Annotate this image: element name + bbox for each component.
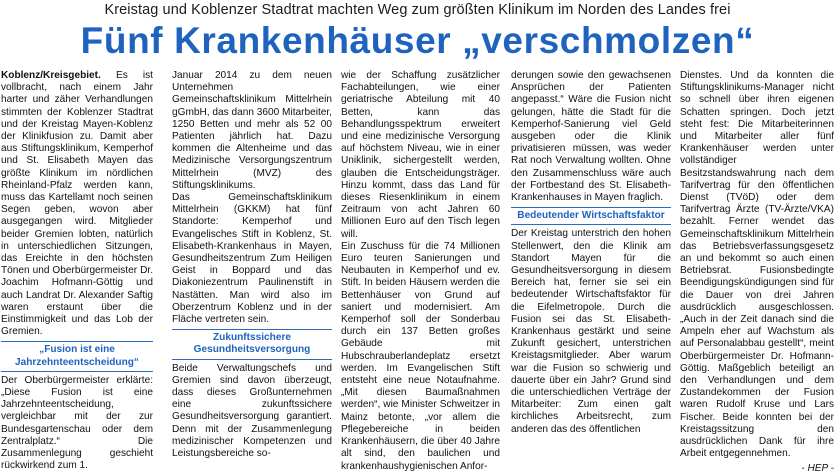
subhead-gesundheitsversorgung: Zukunftssichere Gesundheitsversorgung — [172, 329, 332, 359]
paragraph: Der Oberbürgermeister erklärte: „Diese Fusion ist eine Jahrzehnteentscheidung, vergleichbar mit der zur Bundesgartenschau oder dem Zentralplatz.“ Die Zusammenlegung geschieht rückwirkend zum 1. — [1, 374, 153, 472]
subhead-jahrzehnteentscheidung: „Fusion ist eine Jahrzehnteentscheidung“ — [1, 341, 153, 371]
article-body — [0, 70, 835, 474]
article-headline: Fünf Krankenhäuser „verschmolzen“ — [80, 20, 755, 61]
paragraph: Ein Zuschuss für die 74 Millionen Euro teuren Sanierungen und Neubauten in Kemperhof und ev. Stift. In beiden Häusern werden die Bettenhäuser von Grund auf saniert und modernisiert. Am Kemperhof soll der Sonderbau durch ein 137 Betten großes Gebäude mit Hubschrauberlandeplatz ersetzt werden. Im Evangelischen Stift entsteht eine neue Notaufnahme. „Mit diesen Baumaßnahmen werden“, wie Minister Schweitzer in Mainz betonte, „vor allem die Pflegebereiche in beiden Krankenhäusern, die über 40 Jahre alt sind, den baulichen und krankenhaushygienischen Anfor- — [341, 240, 500, 472]
paragraph: Beide Verwaltungschefs und Gremien sind davon überzeugt, dass dieses Großunternehmen eine zukunftssichere Gesundheitsversorgung garantiert. Denn mit der Zusammenlegung medizinischer Kompetenzen und Leistungsbereiche so- — [172, 362, 332, 460]
paragraph: Januar 2014 zu dem neuen Unternehmen Gemeinschaftsklinikum Mittelrhein gGmbH, das dann 3600 Mitarbeiter, 1250 Betten und mehr als 52 00 Patienten jährlich hat. Dazu kommen die Altenheime und das Medizinische Versorgungszentrum Mittelrhein (MVZ) des Stiftungsklinikums. — [172, 70, 332, 191]
paragraph: wie der Schaffung zusätzlicher Fachabteilungen, wie einer geriatrische Abteilung mit 40 Betten, kann das Behandlungsspektrum erweitert und eine medizinische Versorgung auf höchstem Niveau, wie in einer Uniklinik, sichergestellt werden, glauben die Entscheidungsträger. Hinzu kommt, dass das Land für dieses Riesenklinikum in einem Zeitraum von acht Jahren 60 Millionen Euro auf den Tisch legen will. — [341, 70, 500, 240]
paragraph: Dienstes. Und da konnten die Stiftungsklinikums-Manager nicht so schnell über ihren eigenen Schatten springen. Doch jetzt steht fest: Die Mitarbeiterinnen und Mitarbeiter aller fünf Krankenhäuser werden unter vollständiger Besitzstandswahrung nach dem Tarifvertrag für den öffentlichen Dienst (TVöD) oder dem Tarifvertrag Ärzte (TV-Ärzte/VKA) bezahlt. Ferner wendet das Gemeinschaftsklinikum Mittelrhein das Betriebsverfassungsgesetz an und bekommt so auch einen Betriebsrat. Fusionsbedingte Beendigungskündigungen sind für die Dauer von drei Jahren ausdrücklich ausgeschlossen. „Auch in der Zeit danach sind die Ampeln eher auf Wachstum als auf Personalabbau gestellt“, meint Oberbürgermeister Dr. Hofmann-Göttig. Maßgeblich beteiligt an den Verhandlungen und dem Zustandekommen der Fusion waren Rudolf Kruse und Lars Fischer. Beide konnten bei der Kreistagssitzung den ausdrücklichen Dank für ihre Arbeit entgegennehmen. — [680, 70, 834, 460]
author-signature: - HEP - — [801, 462, 834, 474]
article-kicker: Kreistag und Koblenzer Stadtrat machten Weg zum größten Klinikum im Norden des Landes frei — [104, 2, 731, 18]
column-4 — [511, 70, 671, 455]
paragraph: Es ist vollbracht, nach einem Jahr harter und zäher Verhandlungen stimmten der Koblenzer Stadtrat und der Kreistag Mayen-Koblenz der Klinikfusion zu. Damit aber aus Stiftungsklinikum, Kemperhof und St. Elisabeth Mayen das größte Klinikum im nördlichen Rheinland-Pfalz werden kann, muss das Kartellamt noch seinen Segen geben, wovon aber ausgegangen wird. Mitglieder beider Gremien lobten, natürlich in unterschiedlichen Sitzungen, das Ereichte in den höchsten Tönen und Oberbürgermeister Dr. Joachim Hofmann-Göttig und auch Landrat Dr. Alexander Saftig waren erstaunt über die Einstimmigkeit und das Lob der Gremien. — [1, 70, 153, 338]
paragraph: Das Gemeinschaftsklinikum Mittelrhein (GKKM) hat fünf Standorte: Kemperhof und Evangelisches Stift in Koblenz, St. Elisabeth-Krankenhaus in Mayen, Gesundheitszentrum Zum Heiligen Geist in Boppard und das Diakoniezentrum Paulinenstift in Nastätten. Man wird also im Oberzentrum Koblenz und in der Fläche vertreten sein. — [172, 192, 332, 326]
paragraph: derungen sowie den gewachsenen Ansprüchen der Patienten angepasst.“ Wäre die Fusion nicht gelungen, hätte die Stadt für die Kemperhof-Sanierung viel Geld ausgeben oder die Klinik privatisieren müssen, was weder Rat noch Verwaltung wollten. Ohne den Zusammenschluss wäre auch der Fortbestand des St. Elisabeth-Krankenhauses in Mayen fraglich. — [511, 70, 671, 204]
column-2 — [172, 70, 332, 460]
column-3 — [341, 70, 500, 472]
dateline: Koblenz/Kreisgebiet. — [1, 70, 101, 81]
paragraph: Der Kreistag unterstrich den hohen Stellenwert, den die Klinik am Standort Mayen für die Gesundheitsversorgung in diesem Bereich hat, ferner sie sei ein bedeutender Wirtschaftsfaktor für die Eifelmetropole. Durch die Fusion sei das St. Elisabeth-Krankenhaus gestärkt und seine Zukunft gesichert, unterstrichen Kreistagsmitglieder. Aber warum war die Fusion so schwierig und dauerte über ein Jahr? Grund sind die unterschiedlichen Verträge der Mitarbeiter: Zum einen galt kirchliches Arbeitsrecht, zum anderen das des öffentlichen — [511, 228, 671, 435]
subhead-wirtschaftsfaktor: Bedeutender Wirtschaftsfaktor — [511, 207, 671, 225]
column-5 — [680, 70, 834, 474]
column-1 — [1, 70, 153, 472]
